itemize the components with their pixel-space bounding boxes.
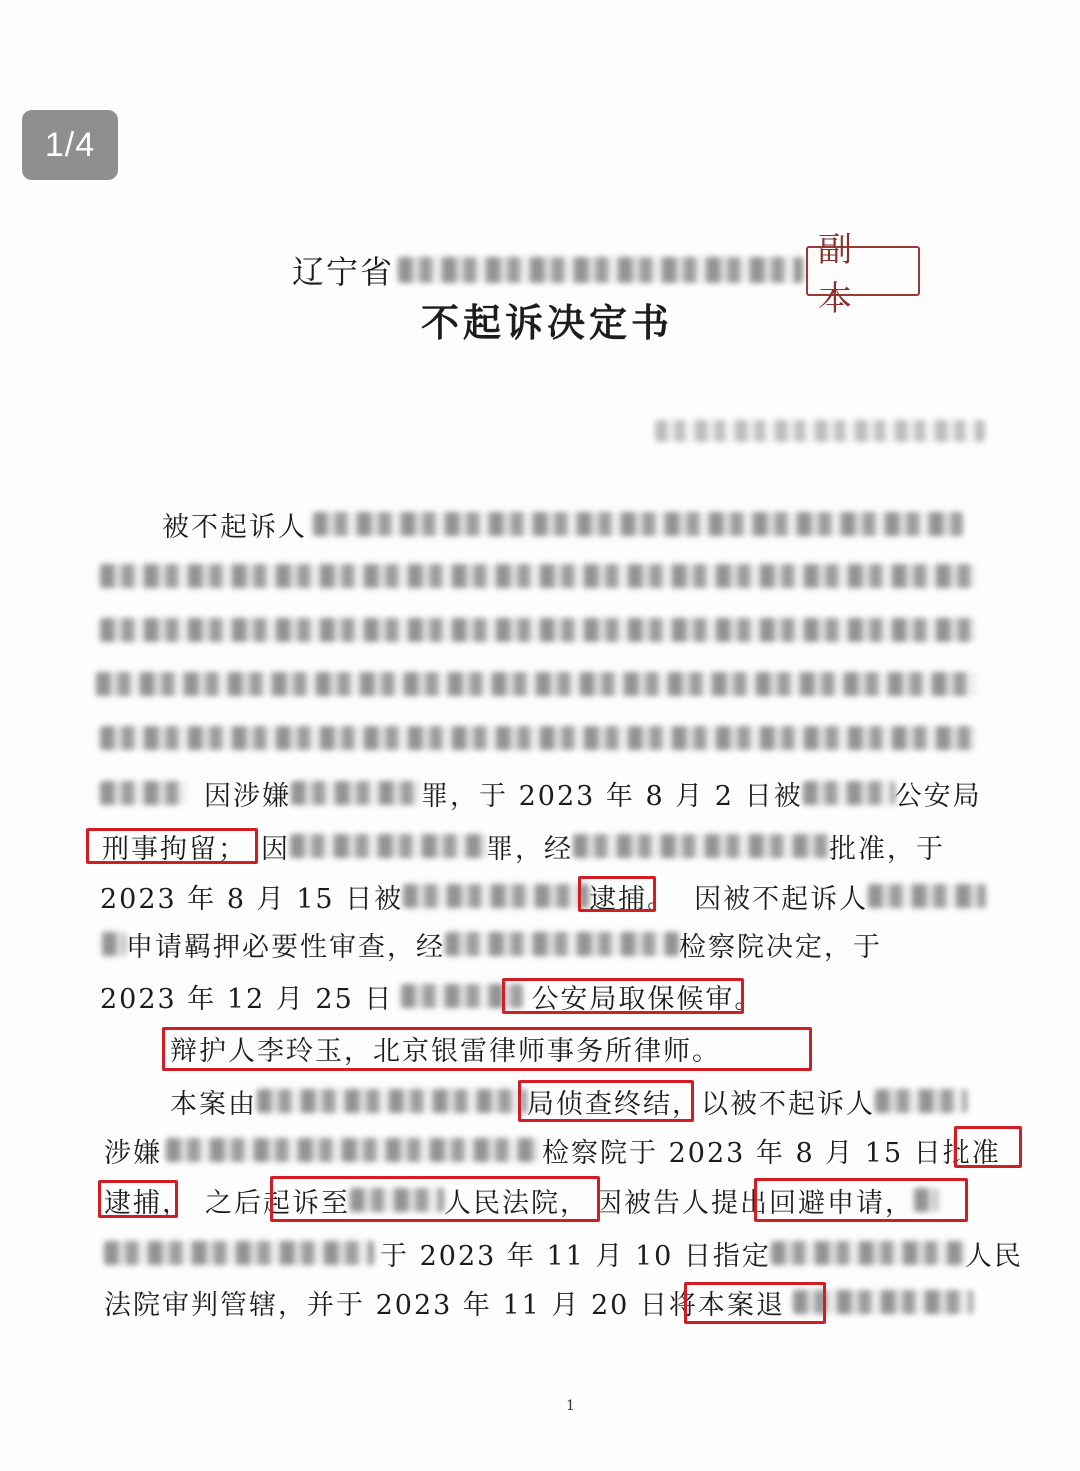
text-segment: 公安局取保候审。 [531, 983, 764, 1015]
highlight-box-recusal-request [754, 1178, 968, 1222]
text-segment: 2023 年 8 月 15 日被 [100, 883, 404, 915]
text-segment: 因被告人 [595, 1187, 711, 1219]
text-segment: 因 [261, 833, 290, 865]
text-segment: 2023 年 12 月 25 日 [100, 983, 394, 1015]
redacted-line [96, 672, 976, 696]
text-segment: 逮捕， [104, 1187, 191, 1219]
redacted-line [100, 618, 976, 642]
text-segment: 批准 [942, 1137, 1001, 1169]
redacted-text [257, 1089, 527, 1113]
highlight-box-approve [954, 1126, 1022, 1168]
redacted-agency-name [398, 257, 803, 283]
highlight-box-bail [502, 978, 744, 1014]
text-segment: 罪，经 [486, 833, 573, 865]
redacted-document-number [655, 420, 985, 442]
redacted-text [875, 1089, 967, 1113]
text-segment: 检察院于 2023 年 8 月 15 日 [542, 1137, 943, 1169]
copy-stamp: 副本 [806, 246, 920, 296]
highlight-box-investigation-concluded [518, 1080, 694, 1122]
redacted-text [290, 834, 486, 858]
redacted-text [403, 884, 589, 908]
document-title: 不起诉决定书 [420, 301, 673, 345]
text-segment: 辩护人李玲玉，北京银雷律师事务所律师。 [170, 1035, 721, 1067]
text-segment: 申请羁押必要性审查，经 [126, 931, 445, 963]
text-segment: 人民 [964, 1240, 1023, 1272]
agency-header [292, 245, 803, 295]
text-segment: 刑事拘留； [102, 833, 247, 865]
redacted-text [291, 781, 421, 805]
highlight-box-criminal-detention [86, 828, 258, 864]
redacted-text [868, 884, 986, 908]
highlight-box-defense-lawyer [162, 1027, 812, 1071]
text-segment: 将本案退 [668, 1289, 785, 1321]
redacted-text [166, 1138, 538, 1162]
redacted-text [100, 781, 186, 805]
text-segment: 因被不起诉人 [694, 883, 869, 915]
redacted-text [313, 512, 963, 536]
redacted-text [573, 834, 829, 858]
text-segment: 法院审判管辖，并于 2023 年 11 月 20 日 [104, 1289, 669, 1321]
redacted-text [771, 1241, 965, 1265]
text-line-6 [100, 773, 982, 813]
redacted-text [104, 1241, 374, 1265]
text-segment: 人民法院， [444, 1187, 589, 1219]
redacted-text [102, 932, 126, 956]
text-segment: 之后 [205, 1187, 263, 1219]
text-segment: 提出回避申请， [711, 1187, 914, 1219]
page-counter-badge: 1/4 [22, 110, 118, 180]
redacted-text [445, 932, 679, 956]
page-number: 1 [566, 1398, 575, 1414]
text-line-15 [104, 1233, 1023, 1273]
highlight-box-arrest [578, 876, 656, 912]
agency-province: 辽宁省 [292, 253, 395, 291]
text-segment: 批准，于 [829, 833, 945, 865]
text-segment: 于 2023 年 11 月 10 日指定 [380, 1240, 771, 1272]
text-segment: 公安局 [894, 780, 982, 812]
redacted-text [803, 781, 895, 805]
highlight-box-case-returned [684, 1282, 826, 1324]
redacted-line [100, 726, 976, 750]
text-segment: 局侦查终结，以被不起诉人 [527, 1088, 875, 1120]
text-line-9 [102, 924, 882, 964]
highlight-box-prosecute-court [270, 1176, 600, 1222]
text-line-16 [104, 1282, 973, 1322]
text-segment: 逮捕。 [589, 883, 677, 915]
text-line-8 [100, 876, 986, 916]
highlight-box-arrest-2 [98, 1180, 178, 1218]
text-segment: 检察院决定，于 [679, 931, 882, 963]
text-segment: 因涉嫌 [204, 780, 291, 812]
text-segment: 起诉至 [263, 1187, 350, 1219]
text-segment: 被不起诉人 [162, 511, 307, 543]
redacted-line [100, 564, 976, 588]
text-segment: 涉嫌 [104, 1137, 162, 1169]
text-segment: 罪，于 2023 年 8 月 2 日被 [421, 780, 803, 812]
text-line-13 [104, 1130, 1001, 1170]
text-line-1 [162, 504, 963, 544]
text-segment: 本案由 [170, 1088, 257, 1120]
